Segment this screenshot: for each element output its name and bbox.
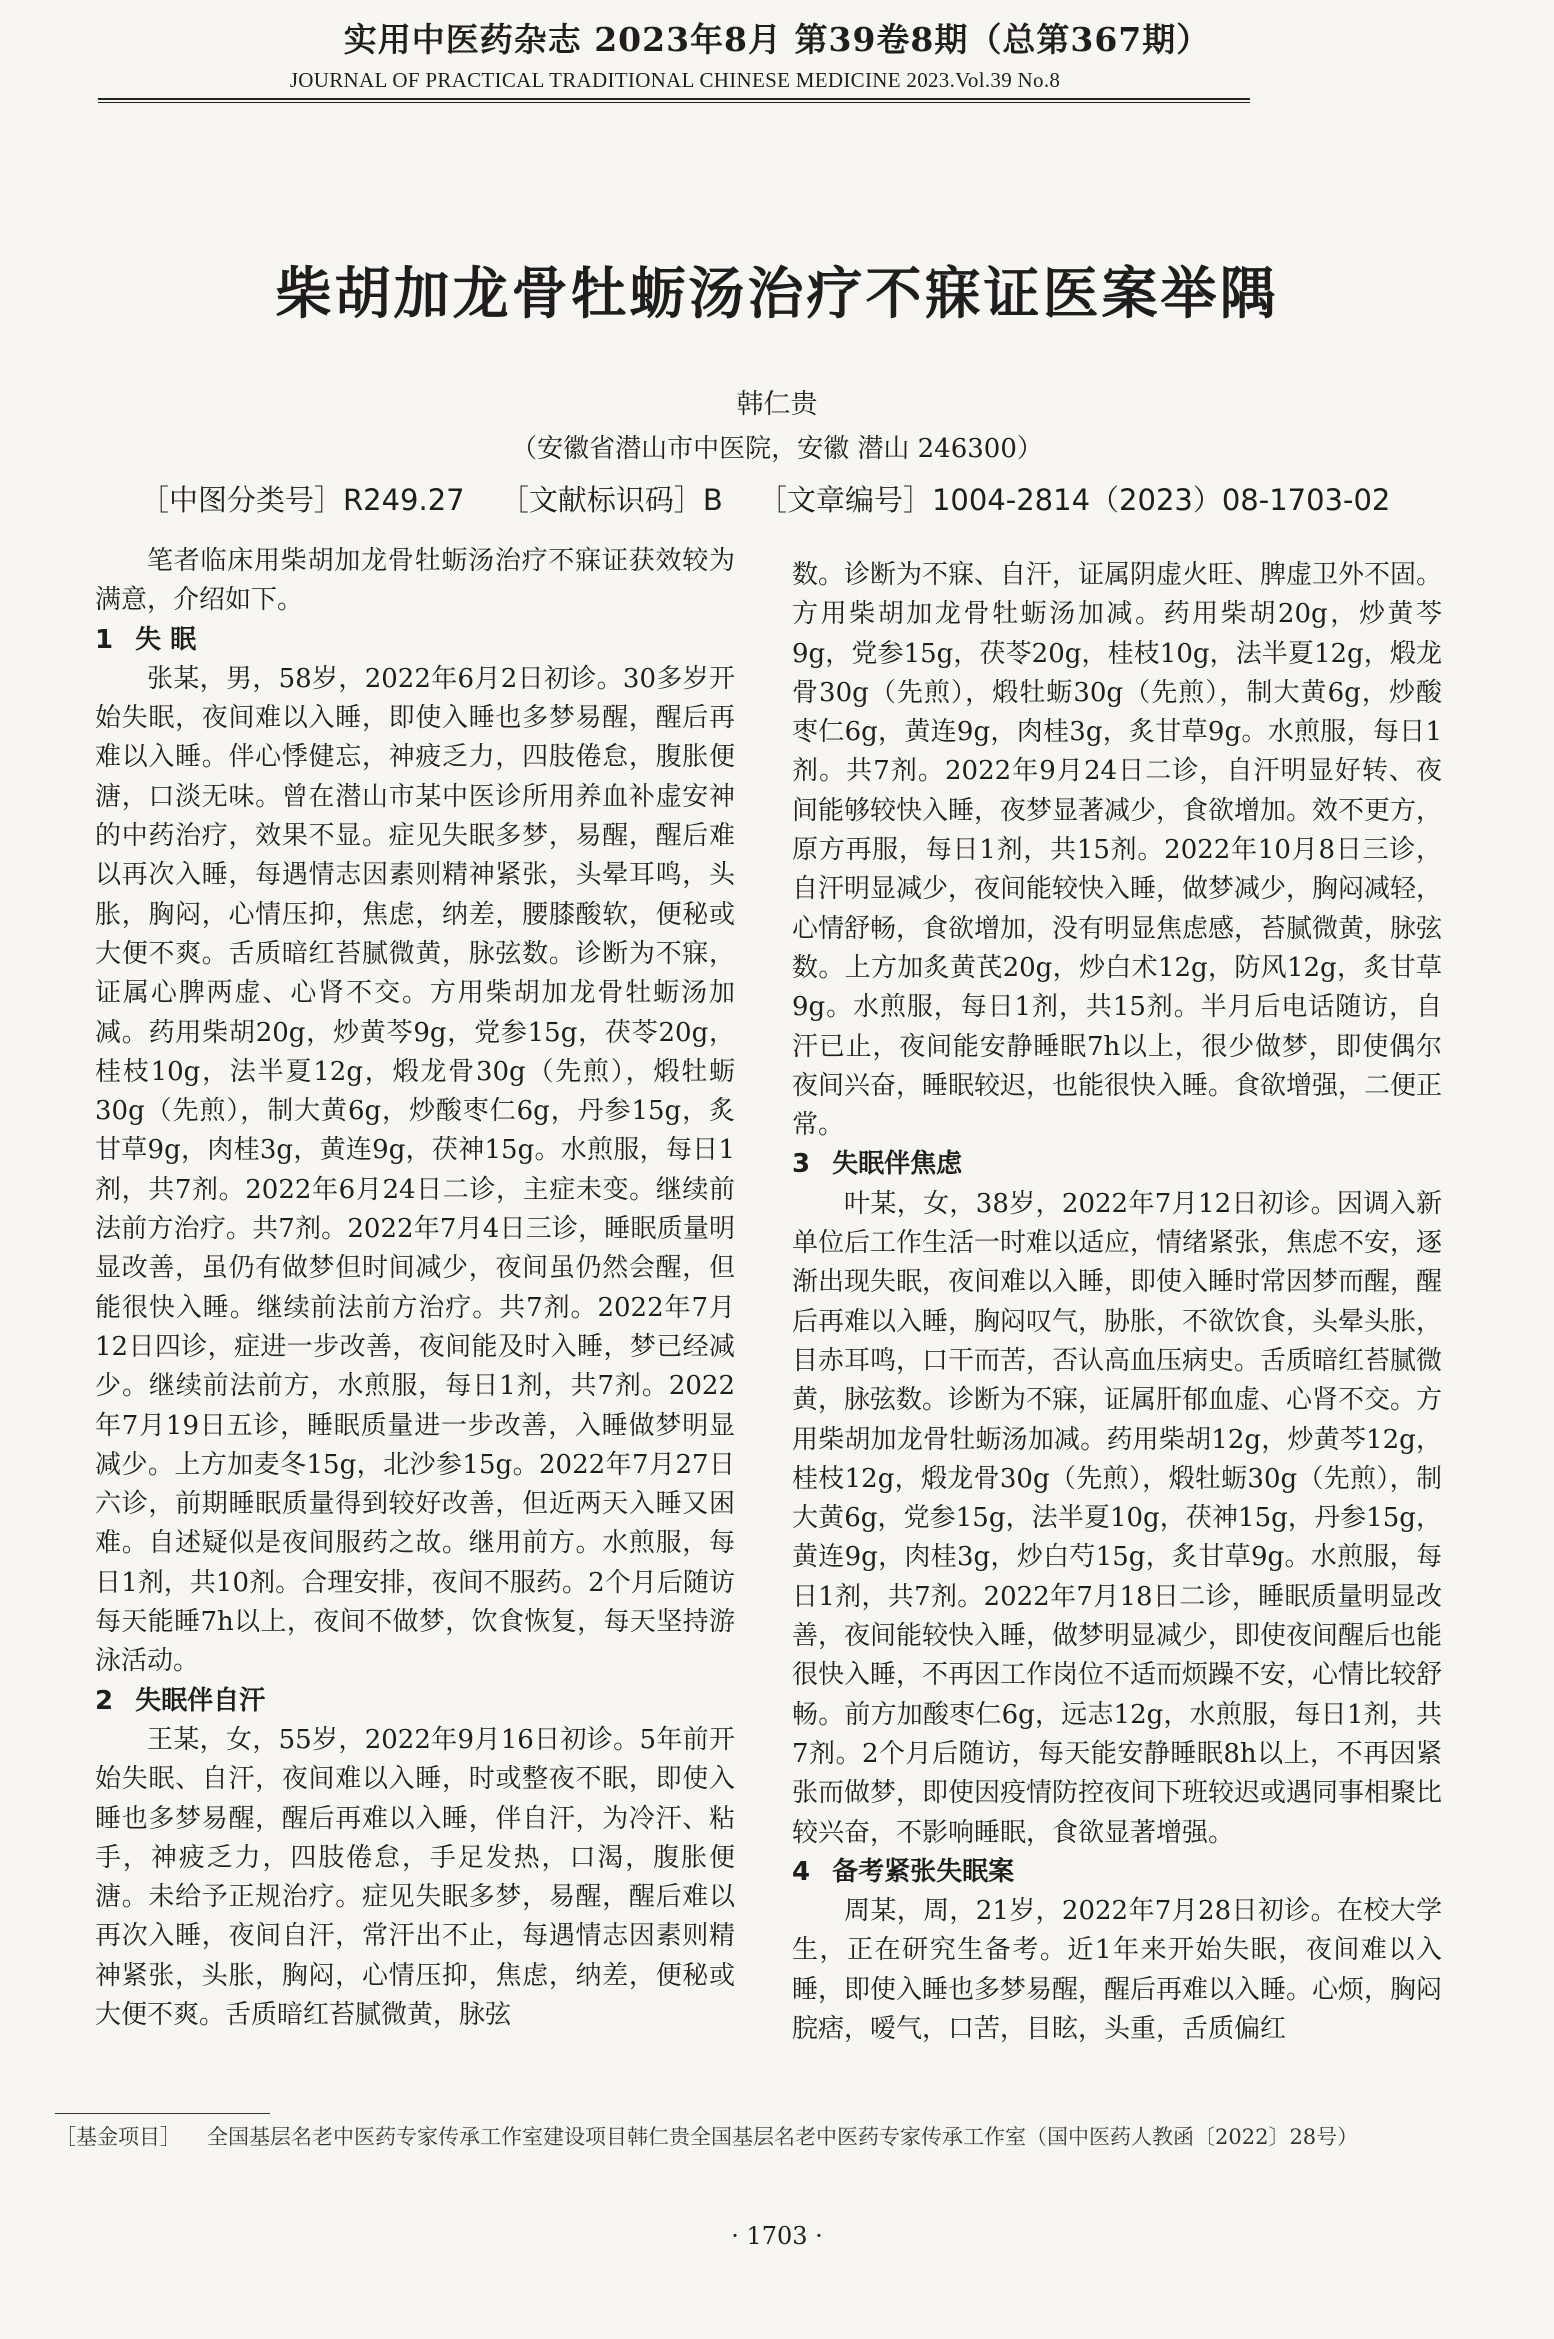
section-heading-4: 4 备考紧张失眠案 <box>792 1856 1015 1887</box>
footnote-rule <box>55 2113 270 2114</box>
header-rule <box>98 98 1250 100</box>
author-name: 韩仁贵 <box>736 389 818 420</box>
section-heading-2: 2 失眠伴自汗 <box>95 1685 266 1716</box>
footnote-label: ［基金项目］ <box>55 2125 181 2149</box>
intro-paragraph: 笔者临床用柴胡加龙骨牡蛎汤治疗不寐证获效较为满意，介绍如下。 <box>95 546 735 616</box>
article-meta <box>140 478 1400 519</box>
section-heading-1: 1 失 眠 <box>95 624 197 655</box>
footnote-text: 全国基层名老中医药专家传承工作室建设项目韩仁贵全国基层名老中医药专家传承工作室（国中医药人教函〔2022〕28号） <box>207 2125 1359 2149</box>
journal-header-en: JOURNAL OF PRACTICAL TRADITIONAL CHINESE MEDICINE 2023.Vol.39 No.8 <box>289 68 1061 92</box>
article-number: ［文章编号］1004-2814（2023）08-1703-02 <box>757 483 1391 517</box>
section-heading-3: 3 失眠伴焦虑 <box>792 1149 963 1180</box>
document-code: ［文献标识码］B <box>499 483 723 517</box>
case-1-paragraph: 张某，男，58岁，2022年6月2日初诊。30多岁开始失眠，夜间难以入睡，即使入睡也多梦易醒，醒后再难以入睡。伴心悸健忘，神疲乏力，四肢倦怠，腹胀便溏，口淡无味。曾在潜山市某中医诊所用养血补虚安神的中药治疗，效果不显。症见失眠多梦，易醒，醒后难以再次入睡，每遇情志因素则精神紧张，头晕耳鸣，头胀，胸闷，心情压抑，焦虑，纳差，腰膝酸软，便秘或大便不爽。舌质暗红苔腻微黄，脉弦数。诊断为不寐，证属心脾两虚、心肾不交。方用柴胡加龙骨牡蛎汤加减。药用柴胡20g，炒黄芩9g，党参15g，茯苓20g，桂枝10g，法半夏12g，煅龙骨30g（先煎），煅牡蛎30g（先煎），制大黄6g，炒酸枣仁6g，丹参15g，炙甘草9g，肉桂3g，黄连9g，茯神15g。水煎服，每日1剂，共7剂。2022年6月24日二诊，主症未变。继续前法前方治疗。共7剂。2022年7月4日三诊，睡眠质量明显改善，虽仍有做梦但时间减少，夜间虽仍然会醒，但能很快入睡。继续前法前方治疗。共7剂。2022年7月12日四诊，症进一步改善，夜间能及时入睡，梦已经减少。继续前法前方，水煎服，每日1剂，共7剂。2022年7月19日五诊，睡眠质量进一步改善，入睡做梦明显减少。上方加麦冬15g，北沙参15g。2022年7月27日六诊，前期睡眠质量得到较好改善，但近两天入睡又困难。自述疑似是夜间服药之故。继用前方。水煎服，每日1剂，共10剂。合理安排，夜间不服药。2个月后随访每天能睡7h以上，夜间不做梦，饮食恢复，每天坚持游泳活动。 <box>95 663 735 1677</box>
article-title: 柴胡加龙骨牡蛎汤治疗不寐证医案举隅 <box>275 262 1279 327</box>
header-rule-thin <box>98 102 1250 103</box>
case-2-paragraph-start: 王某，女，55岁，2022年9月16日初诊。5年前开始失眠、自汗，夜间难以入睡，时或整夜不眠，即使入睡也多梦易醒，醒后再难以入睡，伴自汗，为冷汗、粘手，神疲乏力，四肢倦怠，手足发热，口渴，腹胀便溏。未给予正规治疗。症见失眠多梦，易醒，醒后难以再次入睡，夜间自汗，常汗出不止，每遇情志因素则精神紧张，头胀，胸闷，心情压抑，焦虑，纳差，便秘或大便不爽。舌质暗红苔腻微黄，脉弦 <box>95 1724 735 2030</box>
clc-number: ［中图分类号］R249.27 <box>140 483 465 517</box>
body-column-right <box>792 556 1442 2049</box>
journal-header-cn: 实用中医药杂志 2023年8月 第39卷8期（总第367期） <box>343 20 1211 59</box>
case-4-paragraph: 周某，周，21岁，2022年7月28日初诊。在校大学生，正在研究生备考。近1年来开始失眠，夜间难以入睡，即使入睡也多梦易醒，醒后再难以入睡。心烦，胸闷脘痞，嗳气，口苦，目眩，头重，舌质偏红 <box>792 1896 1443 2044</box>
author-affiliation: （安徽省潜山市中医院，安徽 潜山 246300） <box>511 434 1043 464</box>
case-3-paragraph: 叶某，女，38岁，2022年7月12日初诊。因调入新单位后工作生活一时难以适应，情绪紧张，焦虑不安，逐渐出现失眠，夜间难以入睡，即使入睡时常因梦而醒，醒后再难以入睡，胸闷叹气，胁胀，不欲饮食，头晕头胀，目赤耳鸣，口干而苦，否认高血压病史。舌质暗红苔腻微黄，脉弦数。诊断为不寐，证属肝郁血虚、心肾不交。方用柴胡加龙骨牡蛎汤加减。药用柴胡12g，炒黄芩12g，桂枝12g，煅龙骨30g（先煎），煅牡蛎30g（先煎），制大黄6g，党参15g，法半夏10g，茯神15g，丹参15g，黄连9g，肉桂3g，炒白芍15g，炙甘草9g。水煎服，每日1剂，共7剂。2022年7月18日二诊，睡眠质量明显改善，夜间能较快入睡，做梦明显减少，即使夜间醒后也能很快入睡，不再因工作岗位不适而烦躁不安，心情比较舒畅。前方加酸枣仁6g，远志12g，水煎服，每日1剂，共7剂。2个月后随访，每天能安静睡眠8h以上，不再因紧张而做梦，即使因疫情防控夜间下班较迟或遇同事相聚比较兴奋，不影响睡眠，食欲显著增强。 <box>792 1188 1443 1848</box>
body-column-left <box>95 542 735 2035</box>
funding-footnote <box>55 2120 1445 2154</box>
case-2-paragraph-cont: 数。诊断为不寐、自汗，证属阴虚火旺、脾虚卫外不固。方用柴胡加龙骨牡蛎汤加减。药用柴胡20g，炒黄芩9g，党参15g，茯苓20g，桂枝10g，法半夏12g，煅龙骨30g（先煎），煅牡蛎30g（先煎），制大黄6g，炒酸枣仁6g，黄连9g，肉桂3g，炙甘草9g。水煎服，每日1剂。共7剂。2022年9月24日二诊，自汗明显好转、夜间能够较快入睡，夜梦显著减少，食欲增加。效不更方，原方再服，每日1剂，共15剂。2022年10月8日三诊，自汗明显减少，夜间能较快入睡，做梦减少，胸闷减轻，心情舒畅，食欲增加，没有明显焦虑感，苔腻微黄，脉弦数。上方加炙黄芪20g，炒白术12g，防风12g，炙甘草9g。水煎服，每日1剂，共15剂。半月后电话随访，自汗已止，夜间能安静睡眠7h以上，很少做梦，即使偶尔夜间兴奋，睡眠较迟，也能很快入睡。食欲增强，二便正常。 <box>792 560 1443 1141</box>
page-number: · 1703 · <box>731 2222 823 2250</box>
